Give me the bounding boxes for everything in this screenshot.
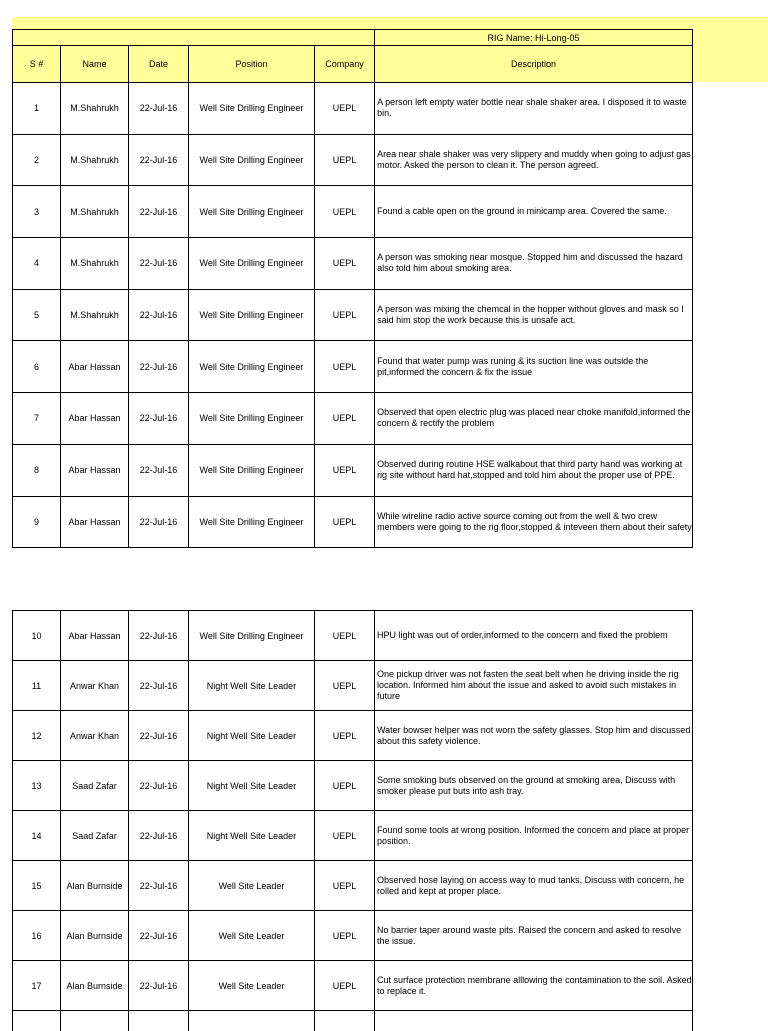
cell-company bbox=[315, 1011, 375, 1031]
cell-date: 22-Jul-16 bbox=[129, 83, 189, 135]
cell-description: Observed during routine HSE walkabout that third party hand was working at rig site without hard hat,stopped and told him about the proper use of PPE. bbox=[375, 444, 693, 496]
cell-sno: 6 bbox=[13, 341, 61, 393]
cell-name: M.Shahrukh bbox=[61, 134, 129, 186]
cell-date: 22-Jul-16 bbox=[129, 186, 189, 238]
cell-company: UEPL bbox=[315, 341, 375, 393]
table-row bbox=[13, 289, 693, 341]
table-row bbox=[13, 711, 693, 761]
cell-sno: 7 bbox=[13, 393, 61, 445]
cell-name: Alan Burnside bbox=[61, 911, 129, 961]
cell-description: Found some tools at wrong position. Informed the concern and place at proper position. bbox=[375, 811, 693, 861]
table-row bbox=[13, 83, 693, 135]
cell-position bbox=[189, 1011, 315, 1031]
cell-company: UEPL bbox=[315, 661, 375, 711]
cell-company: UEPL bbox=[315, 289, 375, 341]
cell-position: Night Well Site Leader bbox=[189, 811, 315, 861]
cell-description: A person was mixing the chemcal in the hopper without gloves and mask so I said him stop the work because this is unsafe act. bbox=[375, 289, 693, 341]
cell-position: Night Well Site Leader bbox=[189, 761, 315, 811]
cell-description: While wireline radio active source coming out from the well & two crew members were going to the rig floor,stopped & inteveen them about their safety bbox=[375, 496, 693, 548]
cell-sno: 17 bbox=[13, 961, 61, 1011]
header-position: Position bbox=[189, 46, 315, 83]
cell-date: 22-Jul-16 bbox=[129, 861, 189, 911]
observations-table-page-2 bbox=[12, 610, 693, 1031]
cell-sno: 12 bbox=[13, 711, 61, 761]
cell-company: UEPL bbox=[315, 496, 375, 548]
cell-company: UEPL bbox=[315, 83, 375, 135]
cell-date: 22-Jul-16 bbox=[129, 496, 189, 548]
cell-name: Alan Burnside bbox=[61, 961, 129, 1011]
cell-date: 22-Jul-16 bbox=[129, 911, 189, 961]
cell-position: Well Site Leader bbox=[189, 911, 315, 961]
table-row bbox=[13, 761, 693, 811]
cell-company: UEPL bbox=[315, 961, 375, 1011]
cell-name bbox=[61, 1011, 129, 1031]
cell-date: 22-Jul-16 bbox=[129, 444, 189, 496]
cell-name: Abar Hassan bbox=[61, 393, 129, 445]
cell-description bbox=[375, 1011, 693, 1031]
header-company: Company bbox=[315, 46, 375, 83]
cell-description: Water bowser helper was not worn the safety glasses. Stop him and discussed about this safety violence. bbox=[375, 711, 693, 761]
rig-name-cell: RIG Name: Hi-Long-05 bbox=[375, 30, 693, 46]
cell-position: Well Site Drilling Engineer bbox=[189, 83, 315, 135]
cell-sno bbox=[13, 1011, 61, 1031]
cell-date: 22-Jul-16 bbox=[129, 393, 189, 445]
header-description: Description bbox=[375, 46, 693, 83]
cell-position: Well Site Drilling Engineer bbox=[189, 444, 315, 496]
column-header-row bbox=[13, 46, 693, 83]
table-row bbox=[13, 238, 693, 290]
cell-description: Some smoking buts observed on the ground at smoking area, Discuss with smoker please put buts into ash tray. bbox=[375, 761, 693, 811]
cell-position: Well Site Leader bbox=[189, 961, 315, 1011]
cell-name: Abar Hassan bbox=[61, 611, 129, 661]
cell-name: M.Shahrukh bbox=[61, 83, 129, 135]
cell-position: Well Site Drilling Engineer bbox=[189, 238, 315, 290]
cell-sno: 1 bbox=[13, 83, 61, 135]
table-row bbox=[13, 1011, 693, 1031]
cell-description: Observed hose laying on access way to mud tanks, Discuss with concern, he rolled and kept at proper place. bbox=[375, 861, 693, 911]
cell-position: Night Well Site Leader bbox=[189, 711, 315, 761]
cell-description: Area near shale shaker was very slippery and muddy when going to adjust gas motor. Asked the person to clean it. The person agreed. bbox=[375, 134, 693, 186]
cell-date: 22-Jul-16 bbox=[129, 811, 189, 861]
cell-date: 22-Jul-16 bbox=[129, 289, 189, 341]
cell-sno: 10 bbox=[13, 611, 61, 661]
cell-description: Observed that open electric plug was placed near choke manifold,informed the concern & rectify the problem bbox=[375, 393, 693, 445]
cell-description: Cut surface protection membrane alllowing the contamination to the soil. Asked to replace it. bbox=[375, 961, 693, 1011]
cell-company: UEPL bbox=[315, 811, 375, 861]
cell-position: Well Site Drilling Engineer bbox=[189, 496, 315, 548]
table-row bbox=[13, 444, 693, 496]
table-row bbox=[13, 393, 693, 445]
cell-name: Alan Burnside bbox=[61, 861, 129, 911]
cell-description: Found a cable open on the ground in minicamp area. Covered the same. bbox=[375, 186, 693, 238]
table-row bbox=[13, 911, 693, 961]
header-sno: S # bbox=[13, 46, 61, 83]
cell-date: 22-Jul-16 bbox=[129, 711, 189, 761]
cell-position: Well Site Drilling Engineer bbox=[189, 393, 315, 445]
cell-position: Well Site Drilling Engineer bbox=[189, 289, 315, 341]
cell-company: UEPL bbox=[315, 711, 375, 761]
cell-position: Well Site Leader bbox=[189, 861, 315, 911]
cell-company: UEPL bbox=[315, 186, 375, 238]
cell-date: 22-Jul-16 bbox=[129, 961, 189, 1011]
cell-sno: 8 bbox=[13, 444, 61, 496]
header-date: Date bbox=[129, 46, 189, 83]
cell-company: UEPL bbox=[315, 861, 375, 911]
cell-company: UEPL bbox=[315, 238, 375, 290]
cell-company: UEPL bbox=[315, 761, 375, 811]
cell-name: Anwar Khan bbox=[61, 711, 129, 761]
cell-description: Found that water pump was runing & its suction line was outside the pit,informed the concern & fix the issue bbox=[375, 341, 693, 393]
cell-date: 22-Jul-16 bbox=[129, 761, 189, 811]
cell-position: Well Site Drilling Engineer bbox=[189, 611, 315, 661]
cell-description: HPU light was out of order,informed to the concern and fixed the problem bbox=[375, 611, 693, 661]
cell-date: 22-Jul-16 bbox=[129, 341, 189, 393]
cell-sno: 9 bbox=[13, 496, 61, 548]
cell-description: A person left empty water bottle near shale shaker area. I disposed it to waste bin. bbox=[375, 83, 693, 135]
cell-sno: 15 bbox=[13, 861, 61, 911]
cell-sno: 13 bbox=[13, 761, 61, 811]
cell-name: M.Shahrukh bbox=[61, 186, 129, 238]
observations-table-page-1 bbox=[12, 29, 693, 548]
table-row bbox=[13, 496, 693, 548]
cell-name: Abar Hassan bbox=[61, 496, 129, 548]
table-row bbox=[13, 861, 693, 911]
cell-name: Anwar Khan bbox=[61, 661, 129, 711]
cell-company: UEPL bbox=[315, 134, 375, 186]
table-row bbox=[13, 134, 693, 186]
cell-description: One pickup driver was not fasten the seat belt when he driving inside the rig location. Informed him about the issue and asked to avoid such mistakes in future bbox=[375, 661, 693, 711]
rig-row-spacer bbox=[13, 30, 375, 46]
cell-company: UEPL bbox=[315, 611, 375, 661]
table-row bbox=[13, 186, 693, 238]
cell-name: Abar Hassan bbox=[61, 444, 129, 496]
cell-date: 22-Jul-16 bbox=[129, 238, 189, 290]
table-row bbox=[13, 661, 693, 711]
cell-sno: 5 bbox=[13, 289, 61, 341]
cell-company: UEPL bbox=[315, 911, 375, 961]
cell-name: M.Shahrukh bbox=[61, 289, 129, 341]
rig-name-row bbox=[13, 30, 693, 46]
cell-position: Well Site Drilling Engineer bbox=[189, 134, 315, 186]
cell-sno: 4 bbox=[13, 238, 61, 290]
cell-position: Night Well Site Leader bbox=[189, 661, 315, 711]
table-row bbox=[13, 611, 693, 661]
cell-sno: 16 bbox=[13, 911, 61, 961]
cell-date: 22-Jul-16 bbox=[129, 661, 189, 711]
table-row bbox=[13, 341, 693, 393]
cell-sno: 2 bbox=[13, 134, 61, 186]
cell-description: A person was smoking near mosque. Stopped him and discussed the hazard also told him about smoking area. bbox=[375, 238, 693, 290]
table-row bbox=[13, 811, 693, 861]
cell-position: Well Site Drilling Engineer bbox=[189, 186, 315, 238]
cell-sno: 14 bbox=[13, 811, 61, 861]
cell-position: Well Site Drilling Engineer bbox=[189, 341, 315, 393]
header-name: Name bbox=[61, 46, 129, 83]
cell-name: M.Shahrukh bbox=[61, 238, 129, 290]
cell-sno: 3 bbox=[13, 186, 61, 238]
cell-name: Abar Hassan bbox=[61, 341, 129, 393]
cell-sno: 11 bbox=[13, 661, 61, 711]
table-row bbox=[13, 961, 693, 1011]
cell-date bbox=[129, 1011, 189, 1031]
cell-name: Saad Zafar bbox=[61, 811, 129, 861]
cell-date: 22-Jul-16 bbox=[129, 134, 189, 186]
cell-company: UEPL bbox=[315, 393, 375, 445]
cell-description: No barrier taper around waste pits. Raised the concern and asked to resolve the issue. bbox=[375, 911, 693, 961]
cell-company: UEPL bbox=[315, 444, 375, 496]
cell-name: Saad Zafar bbox=[61, 761, 129, 811]
cell-date: 22-Jul-16 bbox=[129, 611, 189, 661]
